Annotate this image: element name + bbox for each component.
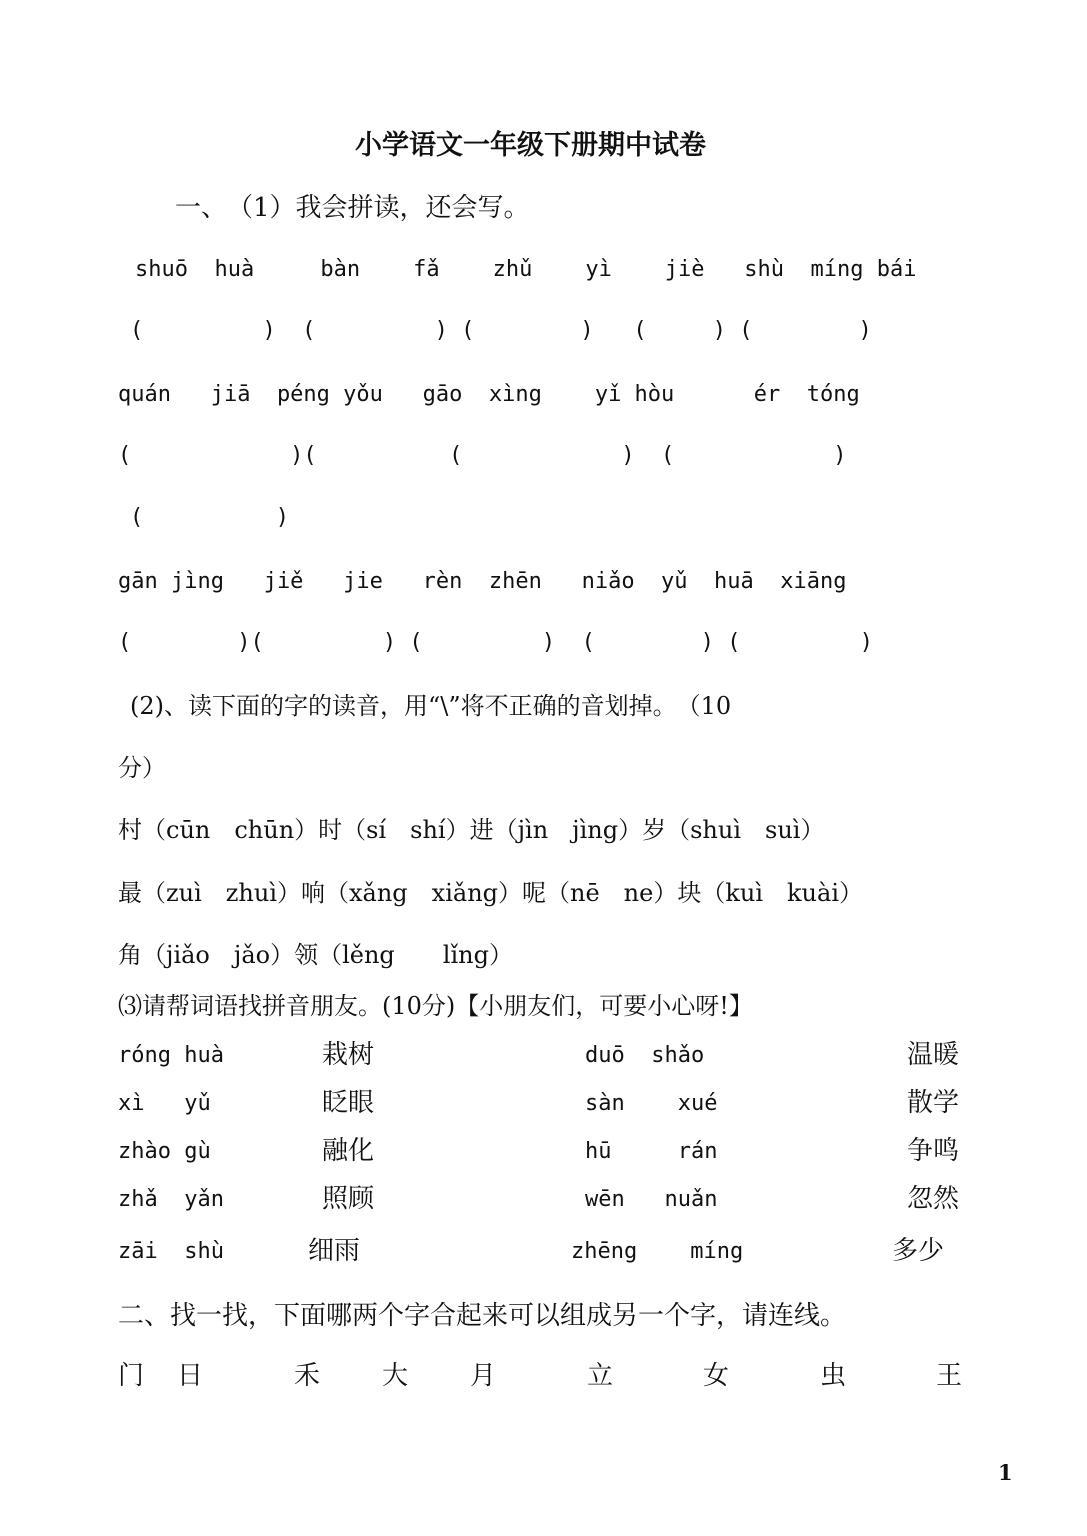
answer-parens-row-1: ( ) ( ) ( ) ( ) ( ) [130,318,872,343]
match-word-right: 忽然 [907,1184,960,1214]
pinyin-row-3: gān jìng jiě jie rèn zhēn niǎo yǔ huā xiāng [118,569,847,594]
match-pinyin-left: róng huà [118,1043,224,1068]
match-pinyin-left: zhǎ yǎn [118,1187,224,1212]
answer-parens-row-3: ( ) [130,505,289,530]
match-pinyin-left: zāi shù [118,1239,224,1264]
match-word-left: 眨眼 [322,1088,375,1118]
match-pinyin-right: duō shǎo [585,1043,705,1068]
match-pinyin-right: wēn nuǎn [585,1187,718,1212]
question-3-heading: ⑶请帮词语找拼音朋友。(10分)【小朋友们，可要小心呀!】 [118,992,753,1020]
question-2-heading: (2)、读下面的字的读音，用“\”将不正确的音划掉。 （10 [130,692,732,720]
character: 大 [382,1361,409,1391]
question-2-heading-cont: 分） [118,754,166,782]
character: 禾 [294,1361,321,1391]
character: 日 [177,1361,204,1391]
match-word-left: 细雨 [308,1236,361,1266]
character: 虫 [820,1361,847,1391]
page-number: 1 [998,1460,1013,1485]
match-pinyin-left: xì yǔ [118,1091,211,1116]
match-word-right: 争鸣 [907,1136,960,1166]
character: 女 [703,1361,730,1391]
pinyin-row-2: quán jiā péng yǒu gāo xìng yǐ hòu ér tóng [118,382,860,407]
answer-parens-row-4: ( )( ) ( ) ( ) ( ) [118,630,873,655]
match-pinyin-right: sàn xué [585,1091,718,1116]
pinyin-row-1: shuō huà bàn fǎ zhǔ yì jiè shù míng bái [135,257,917,282]
match-word-right: 散学 [907,1088,960,1118]
section2-heading: 二、找一找，下面哪两个字合起来可以组成另一个字，请连线。 [118,1301,847,1331]
character: 门 [118,1361,145,1391]
page-title: 小学语文一年级下册期中试卷 [355,130,706,161]
match-word-left: 栽树 [322,1040,375,1070]
match-word-left: 融化 [322,1136,375,1166]
section1-heading: 一、 （1）我会拼读，还会写。 [175,193,530,223]
character: 月 [470,1361,497,1391]
answer-parens-row-2: ( )( ( ) ( ) [118,443,847,468]
reading-row-3: 角（jiǎo jǎo）领（lěng lǐng） [118,941,513,969]
match-pinyin-right: hū rán [585,1139,718,1164]
match-pinyin-right: zhēng míng [571,1239,744,1264]
match-word-right: 温暖 [907,1040,960,1070]
character: 立 [587,1361,614,1391]
reading-row-2: 最（zuì zhuì）响（xǎng xiǎng）呢（nē ne）块（kuì kuài） [118,879,863,907]
reading-row-1: 村（cūn chūn）时（sí shí）进（jìn jìng）岁（shuì suì） [118,816,825,844]
match-word-left: 照顾 [322,1184,375,1214]
match-word-right: 多少 [892,1236,945,1266]
match-pinyin-left: zhào gù [118,1139,211,1164]
character: 王 [936,1361,963,1391]
